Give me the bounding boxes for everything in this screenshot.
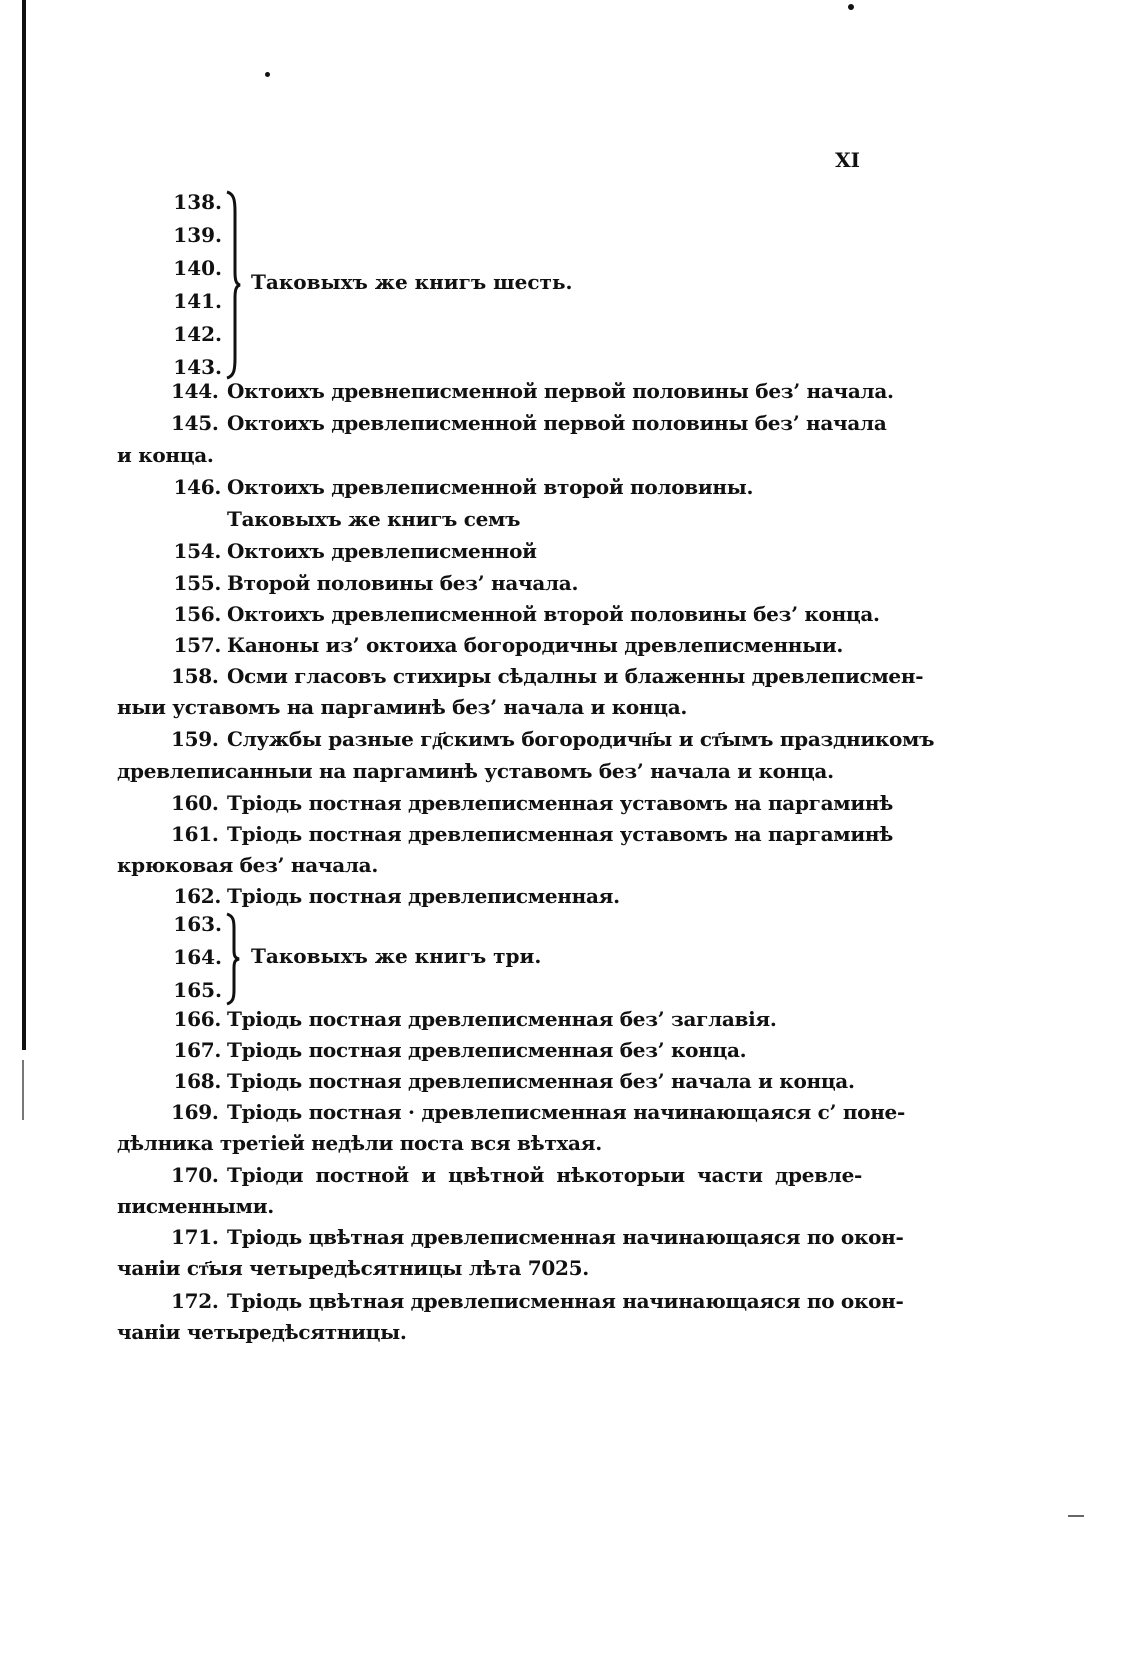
entry-text: Октоихъ древлеписменной второй половины. bbox=[227, 475, 754, 499]
entry-145 bbox=[117, 408, 887, 438]
entry-number: 143. bbox=[173, 355, 222, 379]
entry-158-cont: ныи уставомъ на паргаминѣ без’ начала и конца. bbox=[117, 695, 688, 719]
entry-156: 156. Октоихъ древлеписменной второй половины без’ конца. bbox=[173, 602, 880, 626]
entry-144 bbox=[117, 376, 894, 406]
entry-167: 167. Тріодь постная древлеписменная без’ конца. bbox=[173, 1038, 747, 1062]
group-note: Таковыхъ же книгъ три. bbox=[251, 944, 542, 968]
entry-159-cont: древлеписанныи на паргаминѣ уставомъ без’ начала и конца. bbox=[117, 759, 834, 783]
entry-145-cont: и конца. bbox=[117, 443, 214, 467]
entry-number: 141. bbox=[173, 289, 222, 313]
entry-160: 160. Тріодь постная древлеписменная уставомъ на паргаминѣ bbox=[171, 791, 893, 815]
entry-169: 169. Тріодь постная · древлеписменная начинающаяся с’ поне- bbox=[171, 1100, 905, 1124]
entry-162: 162. Тріодь постная древлеписменная. bbox=[173, 884, 620, 908]
entry-158: 158. Осми гласовъ стихиры сѣдалны и блаженны древлеписмен- bbox=[171, 664, 924, 688]
entry-169-cont: дѣлника третіей недѣли поста вся вѣтхая. bbox=[117, 1131, 602, 1155]
entry-number: 144. bbox=[171, 379, 219, 403]
entry-172: 172. Тріодь цвѣтная древлеписменная начинающаяся по окон- bbox=[171, 1289, 904, 1313]
entry-159: 159. Службы разные гд҃скимъ богородичн҃ы и ст҃ымъ праздникомъ bbox=[171, 727, 935, 751]
entry-number: 163. bbox=[173, 912, 222, 936]
entry-number: 138. bbox=[173, 190, 222, 214]
entry-171: 171. Тріодь цвѣтная древлеписменная начинающаяся по окон- bbox=[171, 1225, 904, 1249]
entry-number: 165. bbox=[173, 978, 222, 1002]
seven-books-note: Таковыхъ же книгъ семъ bbox=[227, 507, 521, 531]
entry-157: 157. Каноны из’ октоиха богородичны древлеписменныи. bbox=[173, 633, 844, 657]
scan-edge-shadow bbox=[22, 0, 26, 1050]
entry-161: 161. Тріодь постная древлеписменная уставомъ на паргаминѣ bbox=[171, 822, 893, 846]
entry-number: 146. bbox=[173, 475, 221, 499]
entry-168: 168. Тріодь постная древлеписменная без’ начала и конца. bbox=[173, 1069, 855, 1093]
curly-brace bbox=[225, 190, 241, 380]
ink-speck bbox=[265, 72, 270, 77]
entry-text: Октоихъ древлеписменной первой половины без’ начала bbox=[227, 411, 887, 435]
page-number: XI bbox=[835, 148, 860, 172]
group-note: Таковыхъ же книгъ шесть. bbox=[251, 270, 573, 294]
entry-170-cont: писменными. bbox=[117, 1194, 274, 1218]
entry-number: 139. bbox=[173, 223, 222, 247]
entry-155: 155. Второй половины без’ начала. bbox=[173, 571, 579, 595]
entry-146 bbox=[117, 472, 862, 502]
entry-number: 142. bbox=[173, 322, 222, 346]
entry-number: 140. bbox=[173, 256, 222, 280]
entry-154: 154. Октоихъ древлеписменной bbox=[173, 539, 537, 563]
scan-mark bbox=[1068, 1515, 1084, 1517]
entry-170: 170. Тріоди постной и цвѣтной нѣкоторыи части древле- bbox=[171, 1163, 862, 1187]
entry-number: 164. bbox=[173, 945, 222, 969]
ink-speck bbox=[848, 4, 854, 10]
entry-166: 166. Тріодь постная древлеписменная без’ заглавія. bbox=[173, 1007, 777, 1031]
entry-171-cont: чаніи ст҃ыя четыредѣсятницы лѣта 7025. bbox=[117, 1256, 589, 1280]
entry-text: Октоихъ древнеписменной первой половины без’ начала. bbox=[227, 379, 894, 403]
curly-brace bbox=[225, 912, 241, 1006]
scan-edge-shadow-lower bbox=[22, 1060, 24, 1120]
entry-number: 145. bbox=[171, 411, 219, 435]
entry-172-cont: чаніи четыредѣсятницы. bbox=[117, 1320, 407, 1344]
entry-161-cont: крюковая без’ начала. bbox=[117, 853, 378, 877]
